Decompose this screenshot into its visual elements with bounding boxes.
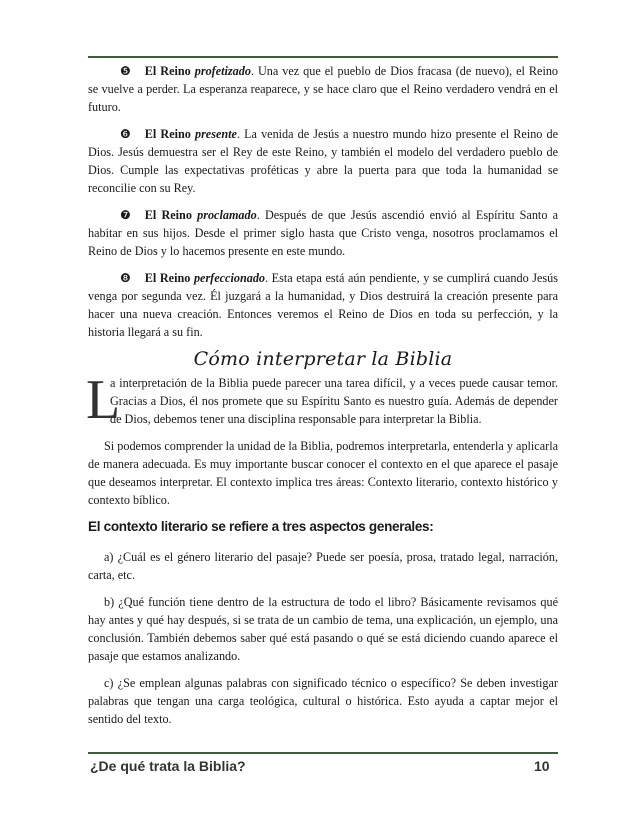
subheading: El contexto literario se refiere a tres aspectos generales: <box>88 519 434 534</box>
footer-title: ¿De qué trata la Biblia? <box>90 758 246 774</box>
drop-cap: L <box>86 369 121 431</box>
header-rule <box>88 56 558 58</box>
question-item: c) ¿Se emplean algunas palabras con significado técnico o específico? Se deben investigar palabras que tengan una carga teológica, cultural o histórica. Esto ayuda a captar mejor el sentido del texto. <box>88 676 558 726</box>
intro-paragraph <box>86 369 558 431</box>
list-item: ❻ El Reino presente. La venida de Jesús a nuestro mundo hizo presente el Reino de Dios. Jesús demuestra ser el Rey de este Reino, y también el modelo del verdadero pueblo de Dios. Cumple las expectativas proféticas y abre la puerta para que toda la humanidad se reconcilie con su Rey. <box>88 127 558 195</box>
list-item: ❺ El Reino profetizado. Una vez que el pueblo de Dios fracasa (de nuevo), el Reino se vuelve a perder. La esperanza reaparece, y se hace claro que el Reino verdadero vendrá en el futuro. <box>88 64 559 114</box>
body-paragraph: Si podemos comprender la unidad de la Biblia, podremos interpretarla, entenderla y aplicarla de manera adecuada. Es muy importante buscar conocer el contexto en el que aparece el pasaje que deseamos interpretar. El contexto implica tres áreas: Contexto literario, contexto histórico y contexto bíblico. <box>88 439 558 507</box>
number-5-icon: ❺ <box>120 64 131 78</box>
question-item: a) ¿Cuál es el género literario del pasaje? Puede ser poesía, prosa, tratado legal, narración, carta, etc. <box>88 550 558 582</box>
footer-rule <box>88 752 558 754</box>
intro-text: a interpretación de la Biblia puede parecer una tarea difícil, y a veces puede causar temor. Gracias a Dios, él nos promete que su Espíritu Santo es nuestro guía. Además de depender de Dios, debemos tener una disciplina responsable para interpretar la Biblia. <box>110 376 558 426</box>
page-number: 10 <box>534 758 550 774</box>
question-item: b) ¿Qué función tiene dentro de la estructura de todo el libro? Básicamente revisamos qué hay antes y qué hay después, si se trata de un cambio de tema, una explicación, un ejemplo, una conclusión. También debemos saber qué está pasando o qué se está diciendo cuando aparece el pasaje que estamos analizando. <box>88 595 558 663</box>
list-item: ❽ El Reino perfeccionado. Esta etapa está aún pendiente, y se cumplirá cuando Jesús venga por segunda vez. Él juzgará a la humanidad, y Dios destruirá la creación presente para hacer una nueva creación. Entonces veremos el Reino de Dios en toda su perfección, y la historia llegará a su fin. <box>88 271 559 339</box>
section-title: Cómo interpretar la Biblia <box>193 348 453 370</box>
page-content <box>88 62 558 737</box>
number-7-icon: ❼ <box>120 208 131 222</box>
number-6-icon: ❻ <box>120 127 131 141</box>
number-8-icon: ❽ <box>120 271 131 285</box>
list-item: ❼ El Reino proclamado. Después de que Jesús ascendió envió al Espíritu Santo a habitar en sus hijos. Desde el primer siglo hasta que Cristo venga, nosotros proclamamos el Reino de Dios y lo hacemos presente en este mundo. <box>88 208 558 258</box>
